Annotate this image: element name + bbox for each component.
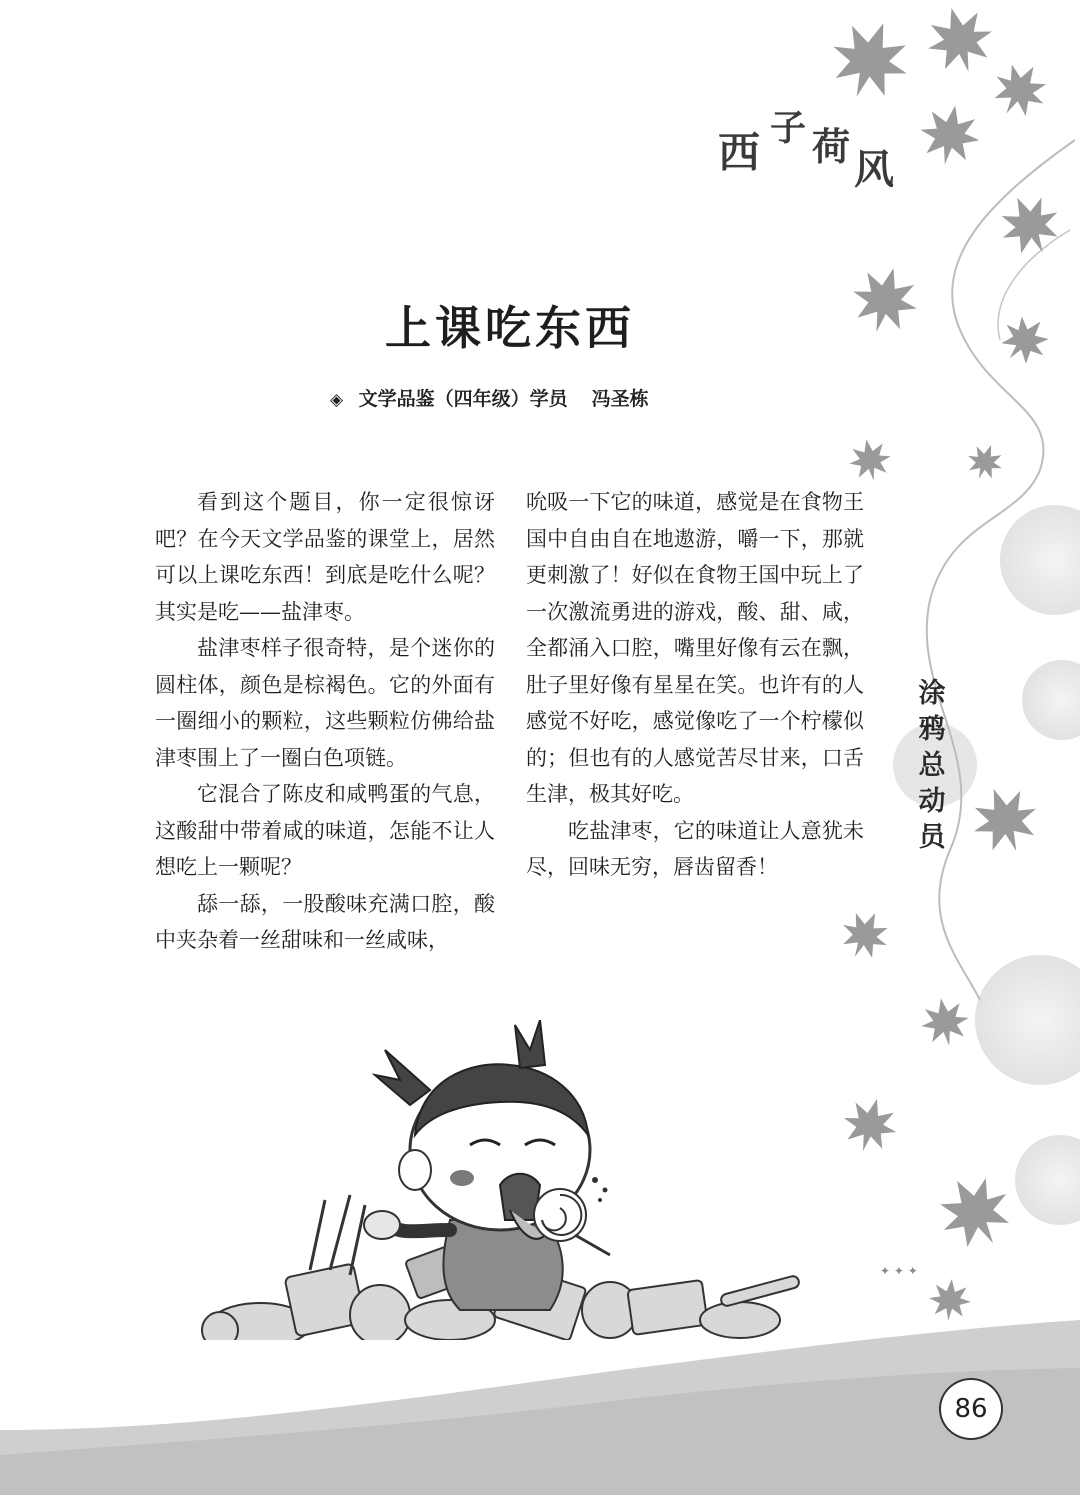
article-column-left [155, 484, 495, 959]
section-header-char: 西 [718, 128, 761, 177]
paragraph: 吃盐津枣，它的味道让人意犹未尽，回味无穷，唇齿留香！ [526, 818, 864, 879]
cartoon-girl-eating-illustration [200, 1020, 810, 1340]
side-label-char: 员 [918, 822, 946, 853]
paragraph: 盐津枣样子很奇特，是个迷你的圆柱体，颜色是棕褐色。它的外面有一圈细小的颗粒，这些颗粒仿佛给盐津枣围上了一圈白色项链。 [155, 636, 495, 770]
side-section-label [904, 676, 960, 856]
author-name: 冯圣栋 [591, 388, 649, 410]
side-label-char: 鸦 [918, 714, 946, 745]
byline-marker-icon: ◈ [330, 390, 344, 410]
side-label-char: 动 [918, 786, 946, 817]
paragraph: 舔一舔，一股酸味充满口腔，酸中夹杂着一丝甜味和一丝咸味， [155, 891, 495, 952]
byline [330, 384, 750, 411]
section-header [716, 100, 906, 193]
paragraph: 看到这个题目，你一定很惊讶吧？在今天文学品鉴的课堂上，居然可以上课吃东西！到底是吃什么呢？其实是吃——盐津枣。 [155, 490, 495, 624]
paragraph: 吮吸一下它的味道，感觉是在食物王国中自由自在地遨游，嚼一下，那就更刺激了！好似在食物王国中玩上了一次激流勇进的游戏，酸、甜、咸，全都涌入口腔，嘴里好像有云在飘，肚子里好像有星星在笑。也许有的人感觉不好吃，感觉像吃了一个柠檬似的；但也有的人感觉苦尽甘来，口舌生津，极其好吃。 [526, 490, 864, 806]
author-info: 文学品鉴（四年级）学员 [358, 388, 568, 410]
section-header-char: 子 [770, 108, 807, 149]
page-number: 86 [939, 1378, 1003, 1440]
article-column-right [526, 484, 864, 886]
article-title: 上课吃东西 [385, 301, 635, 355]
side-label-char: 涂 [918, 678, 946, 709]
section-header-char: 荷 [812, 125, 851, 169]
side-label-char: 总 [918, 750, 946, 781]
paragraph: 它混合了陈皮和咸鸭蛋的气息，这酸甜中带着咸的味道，怎能不让人想吃上一颗呢？ [155, 782, 495, 879]
svg-text:✦ ✦ ✦: ✦ ✦ ✦ [880, 1264, 918, 1278]
section-header-char: 风 [854, 147, 894, 193]
